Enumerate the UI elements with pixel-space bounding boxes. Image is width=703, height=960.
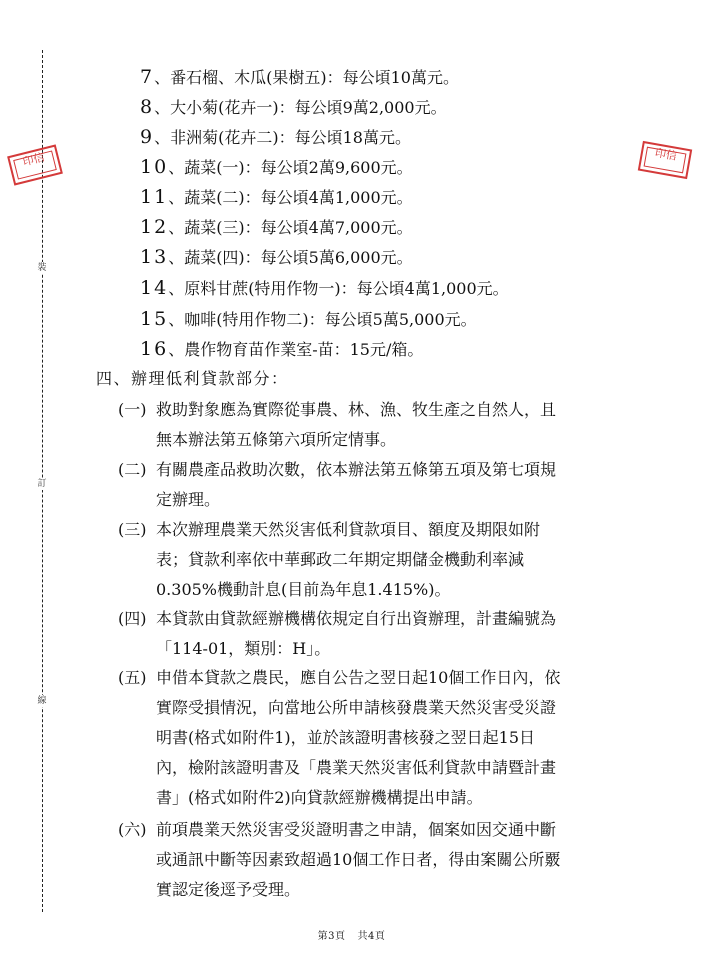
list-item-15: 15、咖啡(特用作物二)：每公頃5萬5,000元。 <box>140 308 477 330</box>
paragraph-2 <box>118 455 638 515</box>
list-item-8: 8、大小菊(花卉一)：每公頃9萬2,000元。 <box>140 96 447 118</box>
paragraph-line: 定辦理。 <box>156 490 221 509</box>
paragraph-label: (三) <box>118 520 147 539</box>
paragraph-label: (五) <box>118 668 147 687</box>
paragraph-label: (二) <box>118 460 147 479</box>
paragraph-line: 0.305%機動計息(目前為年息1.415%)。 <box>156 580 451 599</box>
paragraph-line: 表；貸款利率依中華郵政二年期定期儲金機動利率減 <box>156 550 525 569</box>
list-item-11: 11、蔬菜(二)：每公頃4萬1,000元。 <box>140 186 413 208</box>
list-item-9: 9、非洲菊(花卉二)：每公頃18萬元。 <box>140 126 411 148</box>
page-footer <box>0 930 703 944</box>
list-item-10: 10、蔬菜(一)：每公頃2萬9,600元。 <box>140 156 413 178</box>
paragraph-line: 書」(格式如附件2)向貸款經辦機構提出申請。 <box>156 788 483 807</box>
list-item-16: 16、農作物育苗作業室-苗：15元/箱。 <box>140 338 424 360</box>
paragraph-line: 明書(格式如附件1)，並於該證明書核發之翌日起15日 <box>156 728 536 747</box>
paragraph-line: 申借本貸款之農民，應自公告之翌日起10個工作日內，依 <box>156 668 561 687</box>
paragraph-line: 前項農業天然災害受災證明書之申請，個案如因交通中斷 <box>156 820 557 839</box>
seal-text-left: 印信 <box>21 150 46 169</box>
binding-mark-xian: 線 <box>37 696 47 706</box>
paragraph-4 <box>118 604 638 664</box>
list-item-7: 7、番石榴、木瓜(果樹五)：每公頃10萬元。 <box>140 66 459 88</box>
seal-stamp-right <box>638 141 692 179</box>
page-number: 第3頁 <box>317 931 346 942</box>
list-item-13: 13、蔬菜(四)：每公頃5萬6,000元。 <box>140 246 413 268</box>
paragraph-line: 實認定後逕予受理。 <box>156 880 301 899</box>
page-total: 共4頁 <box>357 931 386 942</box>
paragraph-line: 本貸款由貸款經辦機構依規定自行出資辦理，計畫編號為 <box>156 609 557 628</box>
paragraph-1 <box>118 395 638 455</box>
section-heading-loans: 四、辦理低利貸款部分： <box>96 369 289 388</box>
list-item-12: 12、蔬菜(三)：每公頃4萬7,000元。 <box>140 216 413 238</box>
paragraph-line: 「114-01，類別：H」。 <box>156 639 331 658</box>
paragraph-line: 有關農產品救助次數，依本辦法第五條第五項及第七項規 <box>156 460 557 479</box>
paragraph-line: 或通訊中斷等因素致超過10個工作日者，得由案關公所覈 <box>156 850 561 869</box>
paragraph-6 <box>118 815 638 905</box>
seal-stamp-left <box>7 144 63 185</box>
binding-mark-zhuang: 裝 <box>37 263 47 273</box>
paragraph-line: 無本辦法第五條第六項所定情事。 <box>156 430 397 449</box>
paragraph-5 <box>118 663 638 813</box>
binding-mark-ding: 訂 <box>37 479 47 489</box>
paragraph-line: 內，檢附該證明書及「農業天然災害低利貸款申請暨計畫 <box>156 758 557 777</box>
list-item-14: 14、原料甘蔗(特用作物一)：每公頃4萬1,000元。 <box>140 277 509 299</box>
paragraph-label: (四) <box>118 609 147 628</box>
paragraph-line: 實際受損情況，向當地公所申請核發農業天然災害受災證 <box>156 698 557 717</box>
paragraph-line: 本次辦理農業天然災害低利貸款項目、額度及期限如附 <box>156 520 541 539</box>
paragraph-label: (六) <box>118 820 147 839</box>
paragraph-line: 救助對象應為實際從事農、林、漁、牧生產之自然人，且 <box>156 400 557 419</box>
seal-text-right: 印信 <box>653 146 678 163</box>
paragraph-3 <box>118 515 638 605</box>
paragraph-label: (一) <box>118 400 147 419</box>
